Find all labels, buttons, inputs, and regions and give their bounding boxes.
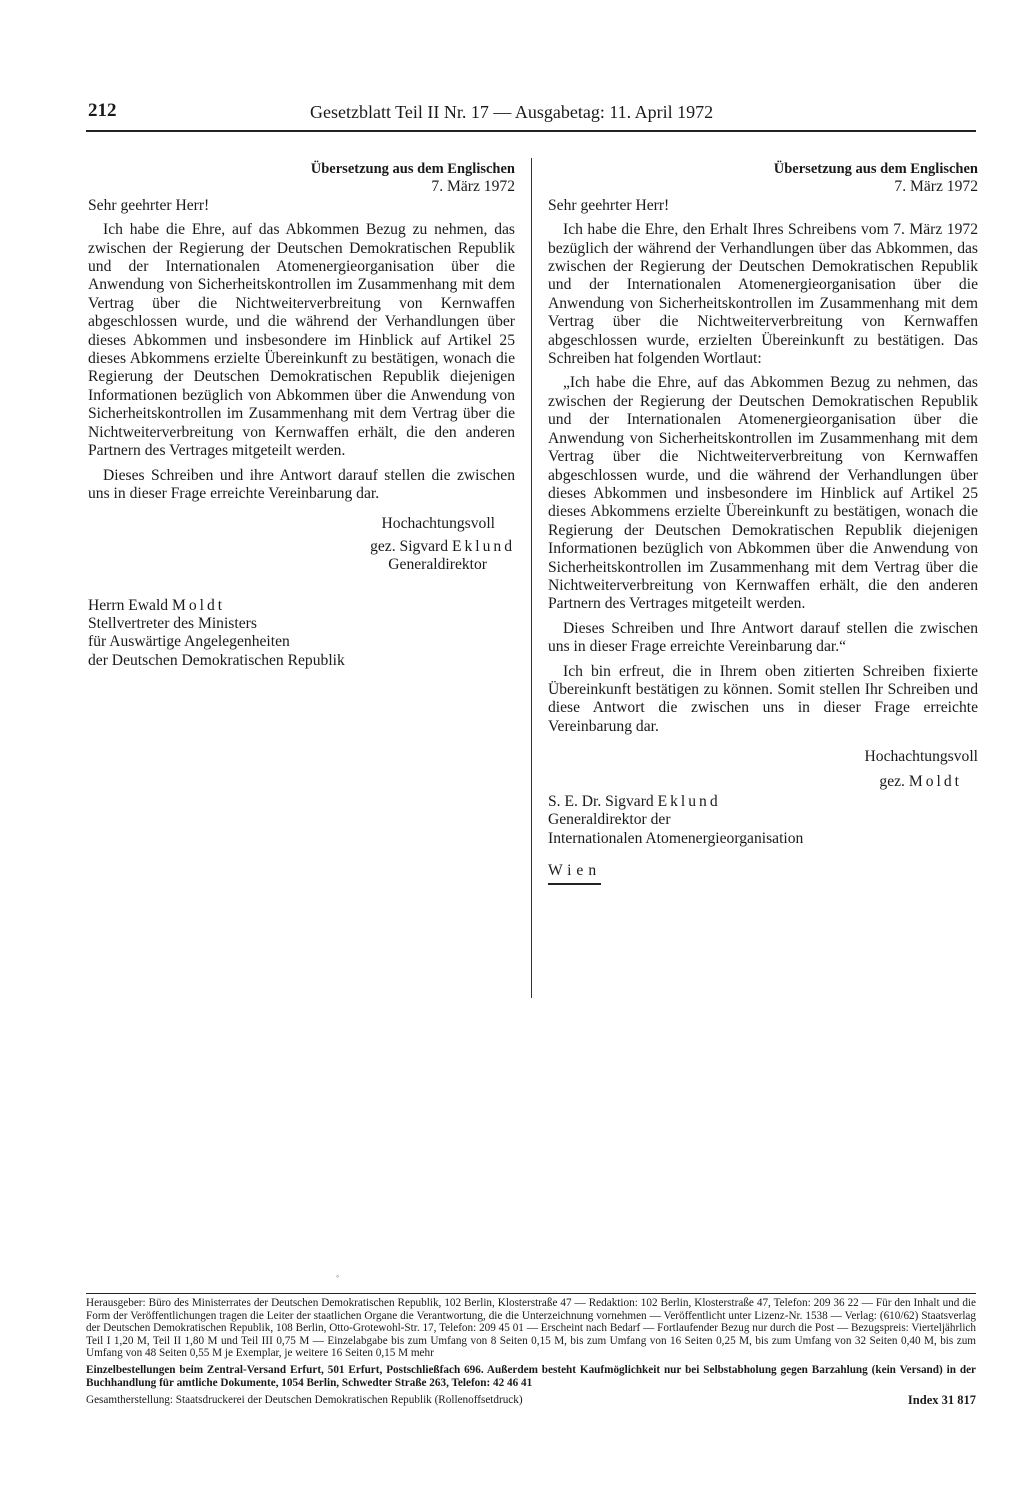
header-rule xyxy=(86,130,976,132)
publisher-info: Herausgeber: Büro des Ministerrates der Deutschen Demokratischen Republik, 102 Berlin, Klosterstraße 47 — Redaktion: 102 Berlin, Klosterstraße 47, Telefon: 209 36 22 — Für den Inhalt und die Form der Veröffentlichungen tragen die Leiter der staatlichen Organe die Verantwortung, die die Unterzeichnung vornehmen — Veröffentlicht unter Lizenz-Nr. 1538 — Verlag: (610/62) Staatsverlag der Deutschen Demokratischen Republik, 108 Berlin, Otto-Grotewohl-Str. 17, Telefon: 209 45 01 — Erscheint nach Bedarf — Fortlaufender Bezug nur durch die Post — Bezugspreis: Vierteljährlich Teil I 1,20 M, Teil II 1,80 M und Teil III 0,75 M — Einzelabgabe bis zum Umfang von 8 Seiten 0,15 M, bis zum Umfang von 16 Seiten 0,25 M, bis zum Umfang von 32 Seiten 0,40 M, bis zum Umfang von 48 Seiten 0,55 M je Exemplar, je weitere 16 Seiten 0,15 M mehr xyxy=(86,1297,976,1360)
signature-prefix: gez. Sigvard xyxy=(370,537,449,555)
recipient xyxy=(548,793,978,811)
recipient-line: Internationalen Atomenergieorganisation xyxy=(548,829,804,847)
body-paragraph: Ich habe die Ehre, auf das Abkommen Bezug zu nehmen, das zwischen der Regierung der Deutschen Demokratischen Republik und der Internationalen Atomenergieorganisation über die Anwendung von Sicherheitskontrollen im Zusammenhang mit dem Vertrag über die Nichtweiterverbreitung von Kernwaffen abgeschlossen wurde, und die während der Verhandlungen über dieses Abkommen und insbesondere im Hinblick auf Artikel 25 dieses Abkommens erzielte Übereinkunft zu bestätigen, wonach die Regierung der Deutschen Demokratischen Republik diejenigen Informationen bezüglich von Abkommen über die Anwendung von Sicherheitskontrollen im Zusammenhang mit dem Vertrag über die Nichtweiterverbreitung von Kernwaffen erhält, die den anderen Partnern des Vertrages mitgeteilt werden. xyxy=(88,221,515,460)
signature-prefix: gez. xyxy=(879,772,905,790)
signature xyxy=(88,538,515,556)
printer-line xyxy=(86,1394,976,1407)
translation-note: Übersetzung aus dem Englischen xyxy=(773,161,978,177)
column-divider xyxy=(531,158,532,998)
quoted-paragraph: „Ich habe die Ehre, auf das Abkommen Bezug zu nehmen, das zwischen der Regierung der Deutschen Demokratischen Republik und der Internationalen Atomenergieorganisation über die Anwendung von Sicherheitskontrollen im Zusammenhang mit dem Vertrag über die Nichtweiterverbreitung von Kernwaffen abgeschlossen wurde, und die während der Verhandlungen über dieses Abkommen und insbesondere im Hinblick auf Artikel 25 dieses Abkommens erzielte Übereinkunft zu bestätigen, wonach die Regierung der Deutschen Demokratischen Republik diejenigen Informationen bezüglich von Abkommen über die Anwendung von Sicherheitskontrollen im Zusammenhang mit dem Vertrag über die Nichtweiterverbreitung von Kernwaffen erhält, die den anderen Partnern des Vertrages mitgeteilt werden. xyxy=(548,374,978,613)
closing: Hochachtungsvoll xyxy=(381,515,495,533)
order-info: Einzelbestellungen beim Zentral-Versand Erfurt, 501 Erfurt, Postschließfach 696. Außerdem besteht Kaufmöglichkeit nur bei Selbstabholung gegen Barzahlung (kein Versand) in der Buchhandlung für amtliche Dokumente, 1054 Berlin, Schwedter Straße 263, Telefon: 42 46 41 xyxy=(86,1363,976,1389)
letter-date: 7. März 1972 xyxy=(431,178,515,196)
recipient-line: für Auswärtige Angelegenheiten xyxy=(88,633,290,651)
translation-note: Übersetzung aus dem Englischen xyxy=(310,161,515,177)
left-letter xyxy=(88,160,515,670)
salutation: Sehr geehrter Herr! xyxy=(88,196,210,214)
recipient-line: Generaldirektor der xyxy=(548,811,671,829)
recipient-prefix: S. E. Dr. Sigvard xyxy=(548,793,654,810)
footer-mark: ◦ xyxy=(336,1271,340,1281)
quoted-paragraph: Dieses Schreiben und Ihre Antwort darauf stellen die zwischen uns in dieser Frage erreichte Vereinbarung dar.“ xyxy=(548,619,978,656)
footer-rule xyxy=(86,1293,976,1294)
signer-title: Generaldirektor xyxy=(388,556,487,574)
salutation: Sehr geehrter Herr! xyxy=(548,196,670,214)
body-paragraph: Ich bin erfreut, die in Ihrem oben zitierten Schreiben fixierte Übereinkunft bestätigen zu können. Somit stellen Ihr Schreiben und diese Antwort die zwischen uns in dieser Frage erreichte Vereinbarung dar. xyxy=(548,662,978,735)
recipient-prefix: Herrn Ewald xyxy=(88,596,169,614)
printer-info: Gesamtherstellung: Staatsdruckerei der Deutschen Demokratischen Republik (Rollenoffsetdruck) xyxy=(86,1394,523,1407)
signature xyxy=(548,773,978,791)
running-head: Gesetzblatt Teil II Nr. 17 — Ausgabetag: 11. April 1972 xyxy=(310,102,714,122)
index-number: Index 31 817 xyxy=(907,1393,976,1408)
body-paragraph: Dieses Schreiben und ihre Antwort darauf stellen die zwischen uns in dieser Frage erreichte Vereinbarung dar. xyxy=(88,466,515,502)
recipient-line: Stellvertreter des Ministers xyxy=(88,614,257,632)
imprint xyxy=(86,1297,976,1407)
signature-name: Moldt xyxy=(908,772,962,790)
letter-date: 7. März 1972 xyxy=(894,178,978,196)
page-number: 212 xyxy=(88,100,117,121)
recipient-line: der Deutschen Demokratischen Republik xyxy=(88,651,345,669)
city: Wien xyxy=(548,862,601,884)
right-letter xyxy=(548,160,978,885)
recipient xyxy=(88,597,515,615)
recipient-name: Eklund xyxy=(657,793,721,810)
body-paragraph: Ich habe die Ehre, den Erhalt Ihres Schreibens vom 7. März 1972 bezüglich der während der Verhandlungen über das Abkommen, das zwischen der Regierung der Deutschen Demokratischen Republik und der Internationalen Atomenergieorganisation über die Anwendung von Sicherheitskontrollen im Zusammenhang mit dem Vertrag über die Nichtweiterverbreitung von Kernwaffen abgeschlossen wurde, erzielten Übereinkunft zu bestätigen. Das Schreiben hat folgenden Wortlaut: xyxy=(548,221,978,368)
signature-name: Eklund xyxy=(451,537,515,555)
closing: Hochachtungsvoll xyxy=(864,748,978,766)
recipient-name: Moldt xyxy=(172,596,226,614)
